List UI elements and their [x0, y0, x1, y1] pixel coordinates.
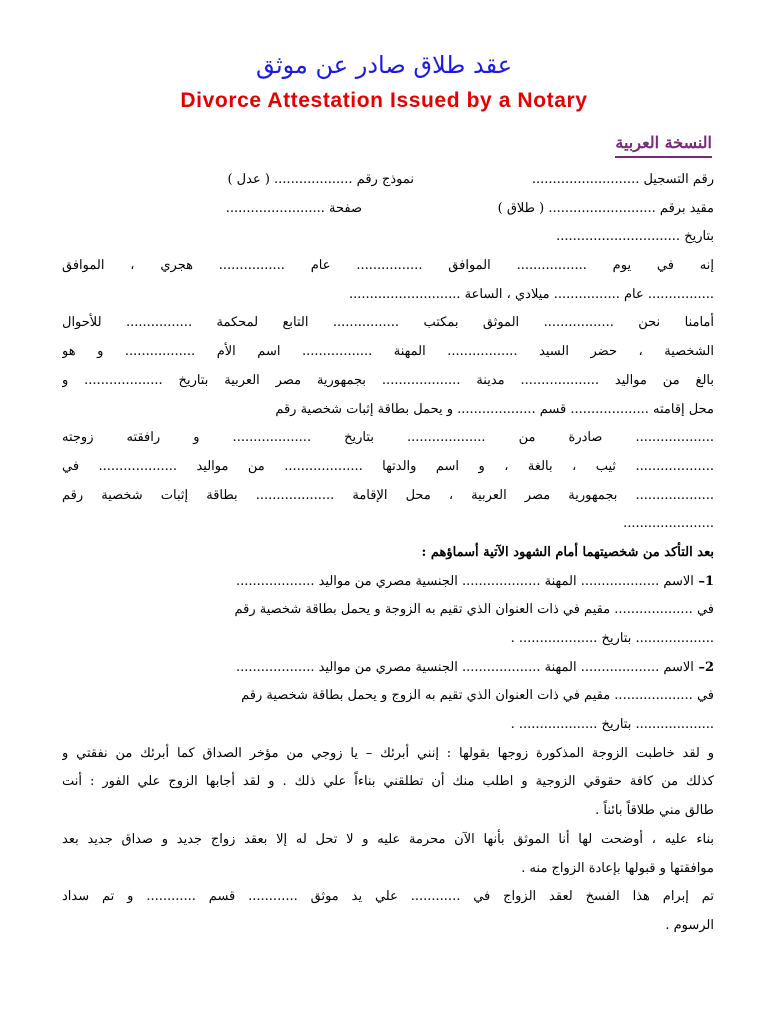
paragraph-line: بناء عليه ، أوضحت لها أنا الموثق بأنها الآن محرمة عليه و لا تحل له إلا بعقد زواج جديد و صداق جديد بعد: [62, 831, 714, 847]
text-line: ......................: [623, 516, 714, 532]
text-line: إنه في يوم ................. الموافق ................ عام ................ هجري ، الموافق: [62, 258, 714, 274]
text-line: ................... ثيب ، بالغة ، و اسم والدتها ................... من مواليد ................... في: [62, 458, 714, 474]
witness-2-number: 2–: [693, 659, 714, 675]
paragraph-line: موافقتها و قبولها بإعادة الزواج منه .: [521, 860, 714, 876]
witnesses-intro: بعد التأكد من شخصيتهما أمام الشهود الآتية أسماؤهم :: [421, 544, 714, 560]
witness-1-address: في ................... مقيم في ذات العنوان الذي تقيم به الزوجة و يحمل بطاقة شخصية رقم: [234, 602, 714, 618]
paragraph-line: و لقد خاطبت الزوجة المذكورة زوجها بقولها : إنني أبرئك – يا زوجي من مؤخر الصداق كما أبرئك من نفقتي و: [62, 745, 714, 761]
text-line: محل إقامته ................... قسم ................... و يحمل بطاقة إثبات شخصية رقم: [275, 401, 714, 417]
text-line: ................ عام ................ ميلادي ، الساعة ...........................: [348, 286, 714, 302]
section-heading: النسخة العربية: [615, 132, 712, 158]
paragraph-line: الرسوم .: [665, 917, 714, 933]
text-line: بالغ من مواليد ................... مدينة ................... بجمهورية مصر العربية بتاريخ ................... و: [62, 372, 714, 388]
page-number-field: صفحة ........................: [225, 200, 362, 216]
witness-2-line: [62, 654, 714, 683]
document-title-english: Divorce Attestation Issued by a Notary: [180, 89, 588, 112]
date-line: بتاريخ ..............................: [556, 229, 714, 245]
witness-2-date: ................... بتاريخ ................... .: [510, 717, 714, 733]
recorded-line: [62, 195, 714, 224]
paragraph-line: كذلك من كافة حقوقي الزوجية و اطلب منك أن تطلقني بناءاً علي ذلك . و لقد أجابها الزوج علي الفور : أنت: [62, 774, 714, 790]
document-body: [62, 166, 714, 941]
form-number-field: نموذج رقم ................... ( عدل ): [227, 172, 414, 187]
text-line: الشخصية ، حضر السيد ................. المهنة ................. اسم الأم ................. و هو: [62, 344, 714, 360]
registration-number-field: رقم التسجيل ..........................: [531, 172, 714, 187]
document-title-arabic: عقد طلاق صادر عن موثق: [255, 51, 513, 79]
recorded-number-field: مقيد برقم .......................... ( طلاق ): [497, 200, 714, 216]
text-line: أمامنا نحن ................. الموثق بمكتب ................ التابع لمحكمة ................ للأحوال: [62, 315, 714, 331]
witness-2-details: الاسم ................... المهنة ................... الجنسية مصري من مواليد ...................: [235, 659, 694, 675]
paragraph-line: تم إبرام هذا الفسخ لعقد الزواج في ............ علي يد موثق ............ قسم ............ و تم سداد: [62, 889, 714, 905]
witness-1-number: 1–: [693, 573, 714, 589]
text-line: ................... بجمهورية مصر العربية ، محل الإقامة ................... بطاقة إثبات شخصية رقم: [62, 487, 714, 503]
witness-1-details: الاسم ................... المهنة ................... الجنسية مصري من مواليد ...................: [235, 573, 694, 589]
paragraph-line: طالق مني طلاقاً بائناً .: [595, 803, 714, 819]
witness-1-date: ................... بتاريخ ................... .: [510, 631, 714, 646]
witness-1-line: [62, 568, 714, 597]
text-line: ................... صادرة من ................... بتاريخ ................... و رافقته زوجته: [62, 430, 714, 446]
witness-2-address: في ................... مقيم في ذات العنوان الذي تقيم به الزوج و يحمل بطاقة شخصية رقم: [241, 688, 714, 704]
registration-line: [62, 166, 714, 195]
